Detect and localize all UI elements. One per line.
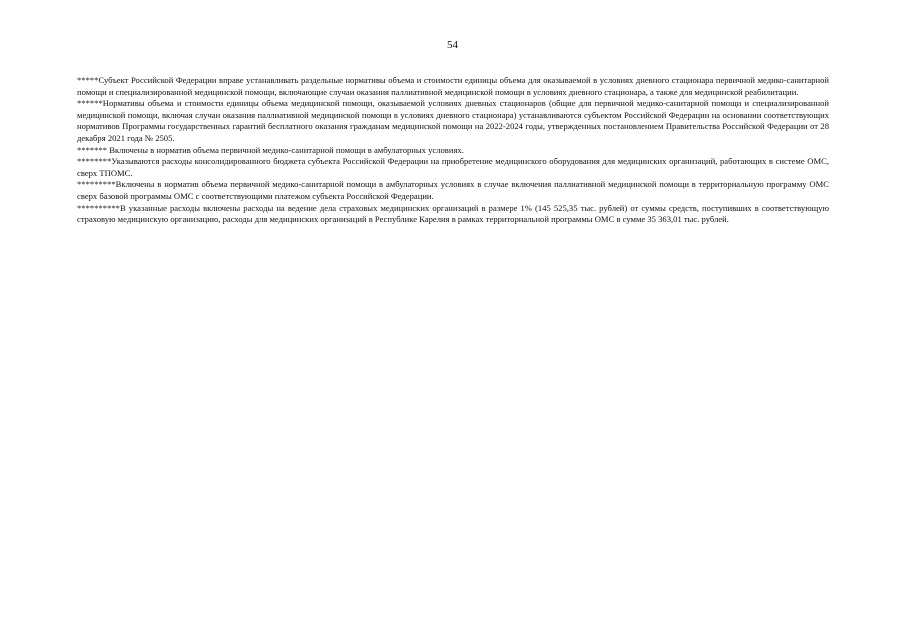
- footnote-5-stars: *****Субъект Российской Федерации вправе устанавливать раздельные нормативы объема и стоимости единицы объема для оказываемой в условиях дневного стационара первичной медико-санитарной помощи и специализированной медицинской помощи, включающие случаи оказания паллиативной медицинской помощи в условиях дневного стационара, а также для медицинской реабилитации.: [77, 75, 829, 97]
- footnote-6-stars: ******Нормативы объема и стоимости единицы объема медицинской помощи, оказываемой условиях дневных стационаров (общие для первичной медико-санитарной помощи и специализированной медицинской помощи, включая случаи оказания паллиативной медицинской помощи в условиях дневного стационара) устанавливаются субъектом Российской Федерации на основании соответствующих нормативов Программы государственных гарантий бесплатного оказания гражданам медицинской помощи на 2022-2024 годы, утвержденных постановлением Правительства Российской Федерации от 28 декабря 2021 года № 2505.: [77, 98, 829, 143]
- footnotes-block: [77, 75, 829, 226]
- footnote-7-stars: ******* Включены в норматив объема первичной медико-санитарной помощи в амбулаторных условиях.: [77, 144, 464, 155]
- footnote-10-stars: **********В указанные расходы включены расходы на ведение дела страховых медицинских организаций в размере 1% (145 525,35 тыс. рублей) от суммы средств, поступивших в соответствующую страховую медицинскую организацию, расходы для медицинских организаций в Республике Карелия в рамках территориальной программы ОМС в сумме 35 363,01 тыс. рублей.: [77, 202, 829, 225]
- page-number: 54: [447, 39, 458, 51]
- footnote-8-stars: ********Указываются расходы консолидированного бюджета субъекта Российской Федерации на приобретение медицинского оборудования для медицинских организаций, работающих в системе ОМС, сверх ТПОМС.: [77, 156, 829, 178]
- footnote-9-stars: *********Включены в норматив объема первичной медико-санитарной помощи в амбулаторных условиях в случае включения паллиативной медицинской помощи в территориальную программу ОМС сверх базовой программы ОМС с соответствующими платежом субъекта Российской Федерации.: [77, 179, 829, 201]
